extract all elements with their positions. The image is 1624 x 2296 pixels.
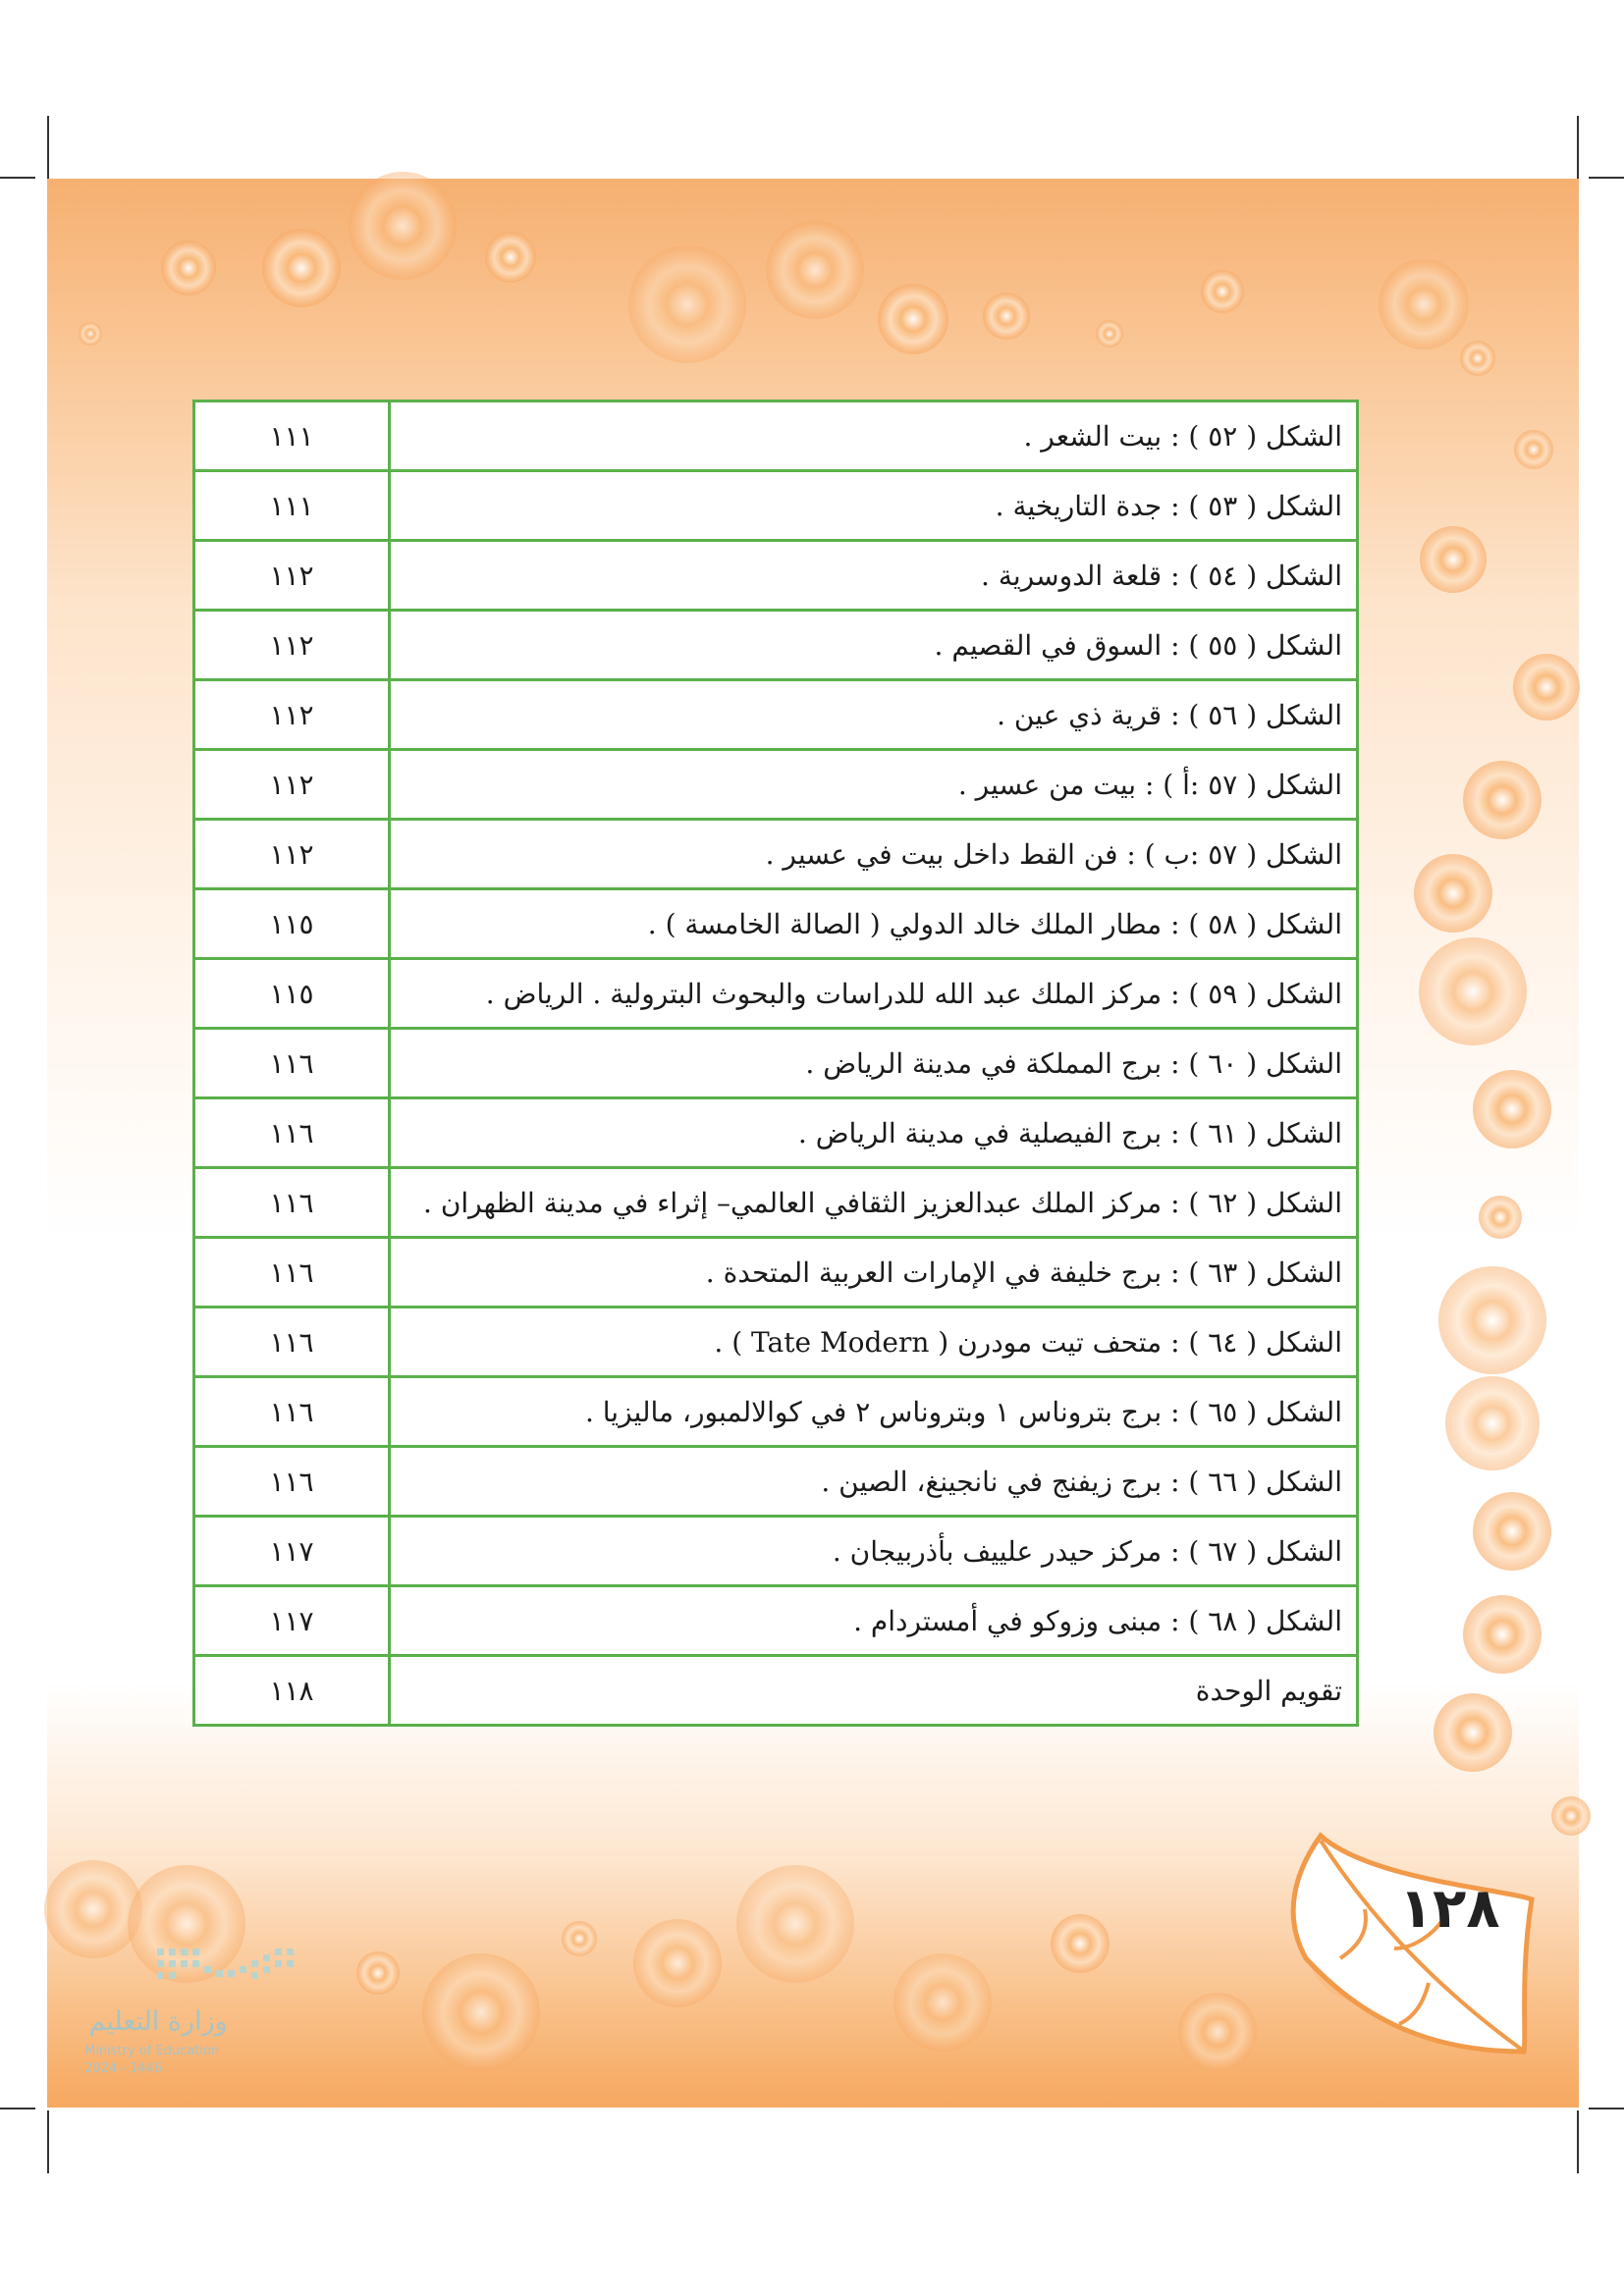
table-row (194, 471, 1358, 541)
figure-title: الشكل ( ٥٨ ) : مطار الملك خالد الدولي ( الصالة الخامسة ) . (390, 889, 1358, 959)
figure-title: الشكل ( ٥٣ ) : جدة التاريخية . (390, 471, 1358, 541)
table-row (194, 820, 1358, 889)
figure-page: ١١٥ (194, 959, 390, 1029)
figure-title: الشكل ( ٦٦ ) : برج زيفنج في نانجينغ، الصين . (390, 1447, 1358, 1517)
ministry-logo (84, 1942, 281, 2089)
table-row (194, 1447, 1358, 1517)
figure-title: الشكل ( ٥٧ :أ ) : بيت من عسير . (390, 750, 1358, 820)
table-row (194, 889, 1358, 959)
figure-title: الشكل ( ٦٧ ) : مركز حيدر علييف بأذربيجان . (390, 1517, 1358, 1586)
figure-page: ١١٧ (194, 1586, 390, 1656)
figure-title: تقويم الوحدة (390, 1656, 1358, 1726)
figure-page: ١١٦ (194, 1308, 390, 1377)
figures-index-body (194, 401, 1358, 1726)
figure-page: ١١٥ (194, 889, 390, 959)
figure-title: الشكل ( ٥٢ ) : بيت الشعر . (390, 401, 1358, 471)
table-row (194, 1308, 1358, 1377)
table-row (194, 750, 1358, 820)
table-row (194, 611, 1358, 680)
figure-page: ١١٦ (194, 1377, 390, 1447)
crop-mark (1589, 177, 1624, 179)
page-number: ١٢٨ (1399, 1877, 1500, 1941)
figure-title: الشكل ( ٦٢ ) : مركز الملك عبدالعزيز الثقافي العالمي– إثراء في مدينة الظهران . (390, 1168, 1358, 1238)
figure-page: ١١٦ (194, 1029, 390, 1098)
table-row (194, 1656, 1358, 1726)
figure-title: الشكل ( ٦٠ ) : برج المملكة في مدينة الرياض . (390, 1029, 1358, 1098)
table-row (194, 1168, 1358, 1238)
logo-year-text: 2024 - 1446 (84, 2061, 163, 2076)
crop-mark (0, 177, 35, 179)
table-row (194, 1238, 1358, 1308)
figure-page: ١١٧ (194, 1517, 390, 1586)
figure-title: الشكل ( ٥٩ ) : مركز الملك عبد الله للدراسات والبحوث البترولية . الرياض . (390, 959, 1358, 1029)
crop-mark (1589, 2108, 1624, 2109)
table-row (194, 401, 1358, 471)
figure-page: ١١٢ (194, 680, 390, 750)
table-row (194, 1377, 1358, 1447)
leaf-icon (1293, 1836, 1532, 2052)
figure-page: ١١٢ (194, 541, 390, 611)
table-row (194, 541, 1358, 611)
figure-page: ١١٦ (194, 1168, 390, 1238)
figure-title: الشكل ( ٥٥ ) : السوق في القصيم . (390, 611, 1358, 680)
crop-mark (1577, 116, 1579, 179)
figure-page: ١١١ (194, 401, 390, 471)
flower-top-1 (161, 240, 216, 295)
figure-title: الشكل ( ٦١ ) : برج الفيصلية في مدينة الرياض . (390, 1098, 1358, 1168)
crop-mark (0, 2108, 35, 2109)
figure-title: الشكل ( ٦٨ ) : مبنى وزوكو في أمستردام . (390, 1586, 1358, 1656)
figure-title: الشكل ( ٦٣ ) : برج خليفة في الإمارات العربية المتحدة . (390, 1238, 1358, 1308)
figures-index-table (192, 400, 1359, 1727)
figure-page: ١١٢ (194, 611, 390, 680)
table-row (194, 1517, 1358, 1586)
figure-page: ١١٦ (194, 1098, 390, 1168)
table-row (194, 1586, 1358, 1656)
crop-mark (47, 2110, 49, 2173)
crop-mark (47, 116, 49, 179)
table-row (194, 1098, 1358, 1168)
figure-title: الشكل ( ٦٥ ) : برج بتروناس ١ وبتروناس ٢ في كوالالمبور، ماليزيا . (390, 1377, 1358, 1447)
crop-mark (1577, 2110, 1579, 2173)
figure-page: ١١٢ (194, 820, 390, 889)
table-row (194, 959, 1358, 1029)
logo-english-text: Ministry of Education (84, 2044, 220, 2058)
logo-arabic-text: وزارة التعليم (88, 2006, 228, 2037)
figure-page: ١١٢ (194, 750, 390, 820)
figure-page: ١١٦ (194, 1238, 390, 1308)
figure-title: الشكل ( ٥٤ ) : قلعة الدوسرية . (390, 541, 1358, 611)
table-row (194, 680, 1358, 750)
table-row (194, 1029, 1358, 1098)
figure-page: ١١٨ (194, 1656, 390, 1726)
figure-title: الشكل ( ٥٦ ) : قرية ذي عين . (390, 680, 1358, 750)
figure-title: الشكل ( ٥٧ :ب ) : فن القط داخل بيت في عسير . (390, 820, 1358, 889)
figure-title: الشكل ( ٦٤ ) : متحف تيت مودرن ( Tate Modern ) . (390, 1308, 1358, 1377)
figure-page: ١١٦ (194, 1447, 390, 1517)
figure-page: ١١١ (194, 471, 390, 541)
